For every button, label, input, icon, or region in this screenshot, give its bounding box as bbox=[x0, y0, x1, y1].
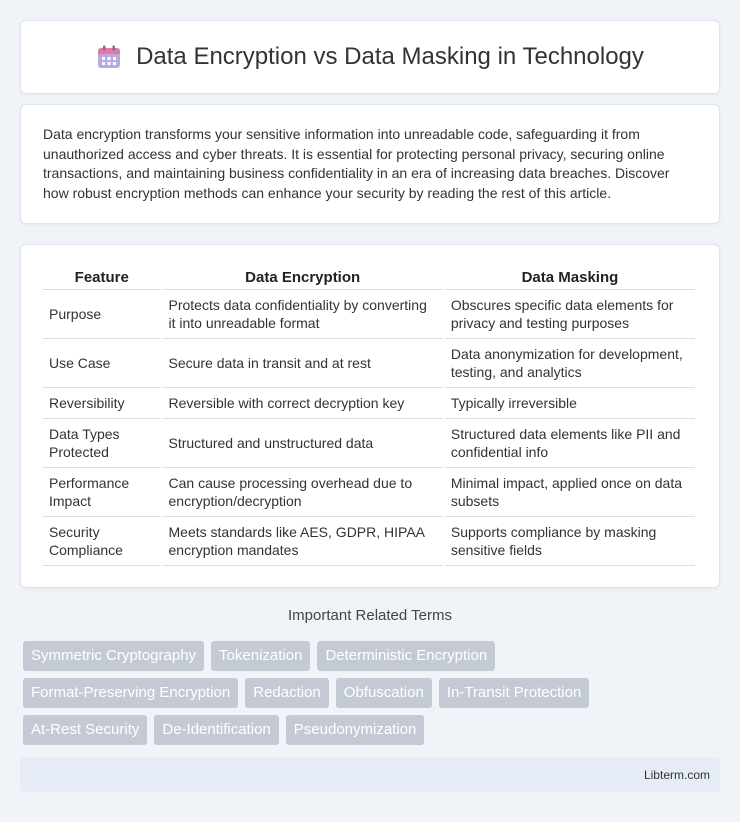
cell-feature: Use Case bbox=[43, 339, 161, 388]
comparison-table-card bbox=[20, 244, 720, 588]
header-data-masking: Data Masking bbox=[445, 265, 695, 290]
tag-redaction[interactable]: Redaction bbox=[245, 678, 329, 708]
table-row bbox=[43, 468, 695, 517]
table-row bbox=[43, 388, 695, 419]
related-terms-title: Important Related Terms bbox=[288, 607, 452, 624]
footer bbox=[20, 758, 720, 792]
cell-feature: Purpose bbox=[43, 290, 161, 339]
cell-encryption: Structured and unstructured data bbox=[163, 419, 443, 468]
cell-masking: Data anonymization for development, testing, and analytics bbox=[445, 339, 695, 388]
related-terms-tags bbox=[23, 641, 723, 752]
cell-encryption: Reversible with correct decryption key bbox=[163, 388, 443, 419]
cell-feature: Reversibility bbox=[43, 388, 161, 419]
cell-masking: Typically irreversible bbox=[445, 388, 695, 419]
table-header-row bbox=[43, 265, 695, 290]
intro-text: Data encryption transforms your sensitive information into unreadable code, safeguarding it from unauthorized access and cyber threats. It is essential for protecting personal privacy, securing online transactions, and maintaining business confidentiality in an era of increasing data breaches. Discover how robust encryption methods can enhance your security by reading the rest of this article. bbox=[43, 126, 670, 201]
cell-encryption: Can cause processing overhead due to encryption/decryption bbox=[163, 468, 443, 517]
tag-at-rest-security[interactable]: At-Rest Security bbox=[23, 715, 147, 745]
cell-masking: Structured data elements like PII and confidential info bbox=[445, 419, 695, 468]
comparison-table bbox=[41, 265, 697, 566]
cell-encryption: Protects data confidentiality by converting it into unreadable format bbox=[163, 290, 443, 339]
cell-masking: Obscures specific data elements for privacy and testing purposes bbox=[445, 290, 695, 339]
header-feature: Feature bbox=[43, 265, 161, 290]
table-row bbox=[43, 339, 695, 388]
tag-tokenization[interactable]: Tokenization bbox=[211, 641, 310, 671]
title-card bbox=[20, 20, 720, 94]
table-row bbox=[43, 419, 695, 468]
tag-deterministic-encryption[interactable]: Deterministic Encryption bbox=[317, 641, 495, 671]
tag-symmetric-cryptography[interactable]: Symmetric Cryptography bbox=[23, 641, 204, 671]
header-data-encryption: Data Encryption bbox=[163, 265, 443, 290]
table-row bbox=[43, 517, 695, 566]
tag-pseudonymization[interactable]: Pseudonymization bbox=[286, 715, 425, 745]
table-row bbox=[43, 290, 695, 339]
tag-in-transit-protection[interactable]: In-Transit Protection bbox=[439, 678, 590, 708]
tag-format-preserving-encryption[interactable]: Format-Preserving Encryption bbox=[23, 678, 238, 708]
calendar-icon bbox=[96, 44, 122, 70]
intro-card bbox=[20, 104, 720, 224]
cell-encryption: Secure data in transit and at rest bbox=[163, 339, 443, 388]
cell-masking: Supports compliance by masking sensitive fields bbox=[445, 517, 695, 566]
page-title: Data Encryption vs Data Masking in Technology bbox=[136, 43, 644, 70]
cell-masking: Minimal impact, applied once on data subsets bbox=[445, 468, 695, 517]
footer-site-link[interactable]: Libterm.com bbox=[643, 768, 710, 782]
cell-feature: Performance Impact bbox=[43, 468, 161, 517]
cell-encryption: Meets standards like AES, GDPR, HIPAA encryption mandates bbox=[163, 517, 443, 566]
cell-feature: Data Types Protected bbox=[43, 419, 161, 468]
cell-feature: Security Compliance bbox=[43, 517, 161, 566]
tag-de-identification[interactable]: De-Identification bbox=[154, 715, 278, 745]
tag-obfuscation[interactable]: Obfuscation bbox=[336, 678, 432, 708]
